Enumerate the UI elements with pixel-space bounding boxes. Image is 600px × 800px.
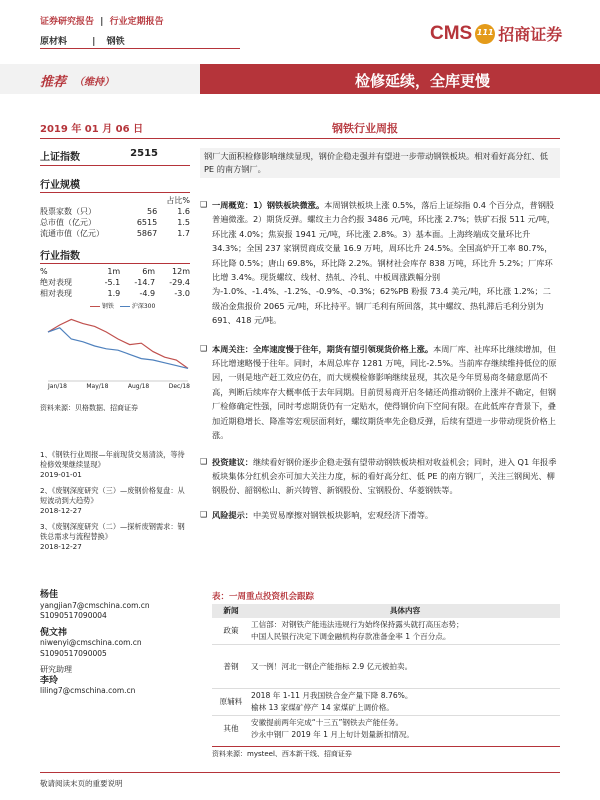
- table-row: [212, 716, 560, 743]
- cell: -3.0: [174, 289, 190, 298]
- date-rule: [40, 138, 200, 139]
- news-item: 沙永中钢厂 2019 年 1 月上旬计划量新扣情况。: [251, 730, 414, 739]
- table-row: [40, 206, 190, 217]
- report-kind: 证券研究报告: [40, 17, 95, 27]
- cell: -4.9: [139, 289, 156, 298]
- related-item: [40, 522, 190, 552]
- col-header: 6m: [142, 267, 156, 276]
- chart-source: 资料来源：贝格数据、招商证券: [40, 404, 138, 412]
- list-item: [200, 455, 560, 498]
- series-line: [48, 328, 188, 369]
- col-header: %: [40, 267, 48, 276]
- logo-badge-text: 111: [476, 27, 494, 37]
- index-perf-table: [40, 266, 190, 299]
- logo-cms-text: CMS: [430, 22, 473, 44]
- x-tick: Jan/18: [48, 383, 67, 390]
- news-grid: [212, 604, 560, 742]
- assistant-label: 研究助理: [40, 665, 72, 674]
- cell: -14.7: [134, 278, 156, 287]
- related-date: 2019-01-01: [40, 470, 82, 479]
- bullet-body: 继续看好钢价逐步企稳走强有望带动钢铁板块相对收益机会；同时，进入 Q1 年报季板块集体分红机会亦可加大关注力度，标的看好高分红、低 PE 的南方钢厂，关注三钢闽光、柳钢股份、韶钢松山、新兴铸管、新钢股份、宝钢股份、华菱钢铁等。: [212, 456, 557, 496]
- separator: |: [92, 37, 96, 47]
- list-item: [200, 198, 560, 328]
- bullet-list: [200, 198, 560, 522]
- news-table: [212, 590, 560, 759]
- assistant-email: liling7@cmschina.com.cn: [40, 686, 136, 695]
- table-row: [40, 277, 190, 288]
- sidebar: [40, 148, 190, 697]
- scale-pct: 1.5: [177, 218, 190, 227]
- news-category: 其他: [223, 724, 239, 733]
- bullet-heading: 本周关注：全库速度慢于往年，期货有望引领现货价格上涨。: [212, 343, 434, 354]
- sector: 原材料: [40, 37, 68, 47]
- report-category: [40, 14, 164, 27]
- related-date: 2018-12-27: [40, 506, 82, 515]
- col-header: 新闻: [223, 606, 239, 615]
- bullet-body: 本周钢铁板块上涨 0.5%，落后上证综指 0.4 个百分点，普钢股普遍微涨。2）期货反弹。螺纹主力合约报 3486 元/吨，环比涨 2.7%；铁矿石报 511 元/吨，环比涨 4.0%；焦炭报 1941 元/吨，环比涨 2.8%。3）基本面。上海终端成交量环比升 34.3%；全国 237 家钢贸商成交量 16.9 万吨，周环比升 24.5%。全国高炉开工率 80.7%，环比降 0.5%；唐山 69.8%，环比降 2.2%。钢材社会库存 838 万吨，环比升 5.2%；厂库环比增 3.4%。现货螺纹、线材、热轧、冷轧、中板周涨跌幅分别为-1.0%、-1.4%、-1.2%、-0.9%、-0.3%；62%PB 粉报 73.4 美元/吨，环比涨 1.2%；二级冶金焦报价 2065 元/吨，环比持平。钢厂毛利有所回落，其中螺纹、热轧滞后毛利分别为 691、418 元/吨。: [212, 200, 556, 326]
- cell: 1.9: [107, 289, 121, 298]
- related-date: 2018-12-27: [40, 542, 82, 551]
- list-item: [200, 508, 560, 522]
- report-title: 检修延续，全库更慢: [354, 72, 490, 90]
- bullet-body: 本周厂库、社库环比继续增加，但环比增速略慢于往年。同时，本周总库存 1281 万吨，同比-2.5%。当前库存继续维持低位的原因，一则是地产赶工效应仍在，而大规模检修影响继续显现，其次是今年贸易商冬储意愿尚不高，判断后续库存大概率低于去年同期。目前贸易商开启冬储还尚推动钢价上涨并不确定，但钢厂检修确定性强，同时考虑期货仍有一定贴水，使得钢价向下空间有限。在此低库存背景下，叠加近期稳增长、降准等宏观层面利好，螺纹期货率先企稳反弹，后续有望进一步带动现货价格上涨。: [212, 343, 557, 441]
- x-tick: Dec/18: [168, 383, 190, 390]
- report-subkind: 行业定期报告: [109, 17, 164, 27]
- company-logo: [430, 22, 562, 45]
- series-line: [48, 319, 188, 368]
- bullet-icon: ❑: [200, 456, 208, 466]
- bullet-text: [212, 342, 558, 443]
- col-header: 具体内容: [389, 606, 421, 615]
- chart-plot: [40, 307, 190, 387]
- summary-intro: 钢厂大面积检修影响继续显现，钢价企稳走强并有望进一步带动钢铁板块。相对看好高分红、低 PE 的南方钢厂。: [200, 148, 560, 178]
- table-row: [40, 228, 190, 239]
- analyst-id: S1090517090004: [40, 611, 107, 620]
- scale-value: 5867: [136, 229, 158, 238]
- logo-cn-text: 招商证券: [498, 25, 563, 44]
- footer-rule: [40, 772, 560, 773]
- assistant-name: 李玲: [40, 675, 59, 686]
- related-title: 3、《废钢深度研究（二）—探析废钢需求：钢铁总需求与流程替换》: [40, 522, 185, 541]
- footer-note: 敬请阅读末页的重要说明: [40, 779, 123, 788]
- related-item: [40, 450, 190, 480]
- bullet-body: 中美贸易摩擦对钢铁板块影响，宏观经济下滑等。: [252, 509, 434, 520]
- title-banner: [0, 64, 600, 94]
- news-items: [250, 645, 560, 689]
- analyst-id: S1090517090005: [40, 648, 107, 658]
- table-row: [212, 689, 560, 716]
- news-item: 2018 年 1-11 月我国铁合金产量下降 8.76%。: [251, 691, 413, 700]
- analyst-email: yangjian7@cmschina.com.cn: [40, 600, 150, 610]
- report-sector: [40, 34, 125, 47]
- analyst-name: 杨佳: [40, 590, 59, 600]
- header-rule: [40, 48, 240, 49]
- row-label: 绝对表现: [40, 278, 72, 287]
- bullet-text: [212, 508, 558, 522]
- table-row: [212, 618, 560, 645]
- news-item: 又一例！河北一钢企产能指标 2.9 亿元被拍卖。: [251, 661, 413, 671]
- news-items: [250, 716, 560, 743]
- scale-title: 行业规模: [40, 176, 190, 193]
- bullet-icon: ❑: [200, 200, 208, 209]
- scale-pct: 1.7: [177, 229, 190, 238]
- main-content: [200, 148, 560, 522]
- related-reports: [40, 450, 190, 552]
- list-item: [200, 342, 560, 443]
- cell: -29.4: [169, 278, 190, 287]
- report-date: 2019 年 01 月 06 日: [40, 124, 144, 135]
- news-item: 中国人民银行决定下调金融机构存款准备金率 1 个百分点。: [251, 632, 451, 641]
- bullet-icon: ❑: [200, 343, 208, 353]
- legend-label: 沪深300: [131, 303, 156, 310]
- bullet-heading: 风险提示：: [212, 509, 253, 520]
- report-type: 钢铁行业周报: [332, 122, 398, 135]
- bullet-icon: ❑: [200, 509, 208, 519]
- news-items: [250, 618, 560, 645]
- table-caption: 表：一周重点投资机会跟踪: [212, 592, 315, 602]
- x-tick: Aug/18: [127, 383, 150, 390]
- related-item: [40, 486, 190, 516]
- scale-unit: 占比%: [166, 196, 190, 205]
- chart-xaxis: [48, 383, 190, 390]
- related-title: 1、《钢铁行业周报—年前现货交易清淡，等待检修效果继续显现》: [40, 450, 185, 469]
- type-rule: [200, 138, 560, 139]
- scale-label: 股票家数（只）: [40, 207, 96, 216]
- news-item: 榆林 13 家煤矿停产 14 家煤矿上调价格。: [251, 703, 394, 712]
- analyst-email: niwenyi@cmschina.com.cn: [40, 638, 142, 647]
- bullet-heading: 一周概览：1）钢铁板块微涨。: [212, 200, 325, 210]
- table-source: 资料来源：mysteel、西本新干线、招商证券: [212, 746, 560, 759]
- index-row: [40, 148, 190, 166]
- index-chart: [40, 301, 190, 393]
- scale-table: [40, 195, 190, 239]
- index-perf-title: 行业指数: [40, 247, 190, 264]
- scale-pct: 1.6: [177, 207, 190, 216]
- x-tick: May/18: [86, 383, 109, 390]
- row-label: 相对表现: [40, 289, 72, 298]
- legend-label: 钢铁: [101, 303, 114, 310]
- news-category: 普钢: [223, 661, 239, 671]
- table-row: [40, 217, 190, 228]
- index-value: 2515: [130, 148, 158, 159]
- rating: 推荐: [40, 75, 67, 90]
- table-row: [40, 288, 190, 299]
- scale-label: 流通市值（亿元）: [40, 229, 104, 238]
- news-category: 原辅料: [219, 697, 243, 706]
- analyst-name: 倪文祎: [40, 627, 68, 638]
- news-category: 政策: [223, 626, 239, 635]
- index-label: 上证指数: [40, 152, 80, 163]
- news-items: [250, 689, 560, 716]
- related-title: 2、《废钢深度研究（三）—废钢价格复盘：从短波动到大趋势》: [40, 486, 185, 505]
- cell: -5.1: [104, 278, 121, 287]
- scale-value: 6515: [136, 218, 158, 227]
- separator: |: [100, 17, 104, 27]
- news-item: 工信部：对钢铁产能违法违规行为始终保持露头就打高压态势；: [251, 620, 464, 629]
- bullet-text: [212, 455, 558, 498]
- news-item: 安徽提前两年完成“十三五”钢铁去产能任务。: [251, 718, 404, 727]
- bullet-heading: 投资建议：: [212, 456, 253, 467]
- logo-badge-icon: [475, 24, 495, 44]
- rating-box: [0, 64, 200, 94]
- analysts: [40, 590, 190, 697]
- industry: 钢铁: [106, 37, 125, 47]
- table-header-row: [212, 604, 560, 618]
- scale-value: 56: [147, 207, 158, 216]
- bullet-text: [212, 198, 558, 328]
- col-header: 12m: [172, 267, 190, 276]
- col-header: 1m: [107, 267, 121, 276]
- scale-label: 总市值（亿元）: [40, 218, 96, 227]
- rating-note: （维持）: [74, 77, 114, 88]
- table-row: [212, 645, 560, 689]
